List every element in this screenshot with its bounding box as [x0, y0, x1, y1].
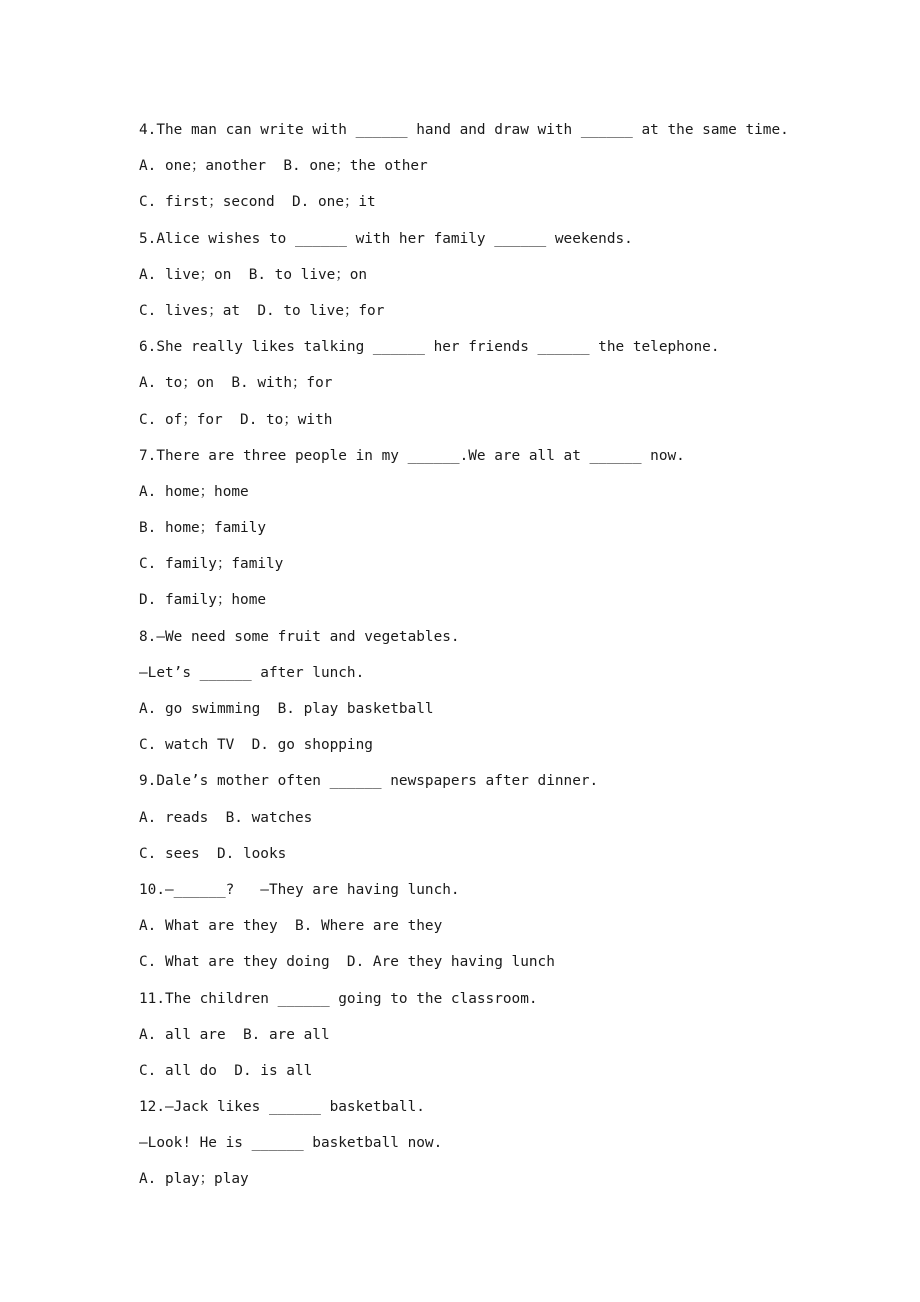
question-12-stem: 12.—Jack likes ______ basketball.: [139, 1099, 425, 1116]
question-10-options-ab: A. What are they B. Where are they: [139, 918, 443, 935]
question-8-options-cd: C. watch TV D. go shopping: [139, 737, 373, 754]
question-9-options-ab: A. reads B. watches: [139, 809, 313, 826]
question-4-stem: 4.The man can write with ______ hand and draw with ______ at the same time.: [139, 122, 789, 138]
question-5-stem: 5.Alice wishes to ______ with her family ______ weekends.: [139, 230, 633, 247]
question-8-reply: —Let’s ______ after lunch.: [139, 664, 365, 681]
question-7-option-c: C. family；family: [139, 556, 284, 573]
question-10-options-cd: C. What are they doing D. Are they having lunch: [139, 954, 555, 971]
question-list: [139, 118, 839, 1204]
question-7-stem: 7.There are three people in my ______.We are all at ______ now.: [139, 447, 685, 464]
question-11-stem: 11.The children ______ going to the classroom.: [139, 990, 538, 1007]
question-5-options-cd: C. lives；at D. to live；for: [139, 302, 385, 319]
question-8-stem: 8.—We need some fruit and vegetables.: [139, 628, 460, 645]
question-4-options-ab: A. one；another B. one；the other: [139, 158, 428, 175]
question-9-stem: 9.Dale’s mother often ______ newspapers after dinner.: [139, 773, 599, 790]
question-12-reply: —Look! He is ______ basketball now.: [139, 1135, 443, 1152]
question-7-option-a: A. home；home: [139, 483, 249, 500]
question-6-options-ab: A. to；on B. with；for: [139, 375, 333, 392]
question-11-options-cd: C. all do D. is all: [139, 1062, 313, 1079]
question-7-option-d: D. family；home: [139, 592, 267, 609]
question-10-stem: 10.—______? —They are having lunch.: [139, 881, 460, 898]
question-4-options-cd: C. first；second D. one；it: [139, 194, 376, 211]
question-6-options-cd: C. of；for D. to；with: [139, 411, 333, 428]
question-7-option-b: B. home；family: [139, 520, 267, 537]
question-12-option-a: A. play；play: [139, 1171, 249, 1188]
question-8-options-ab: A. go swimming B. play basketball: [139, 701, 434, 717]
question-6-stem: 6.She really likes talking ______ her friends ______ the telephone.: [139, 339, 720, 356]
question-5-options-ab: A. live；on B. to live；on: [139, 266, 368, 283]
question-9-options-cd: C. sees D. looks: [139, 845, 287, 862]
question-11-options-ab: A. all are B. are all: [139, 1026, 330, 1043]
